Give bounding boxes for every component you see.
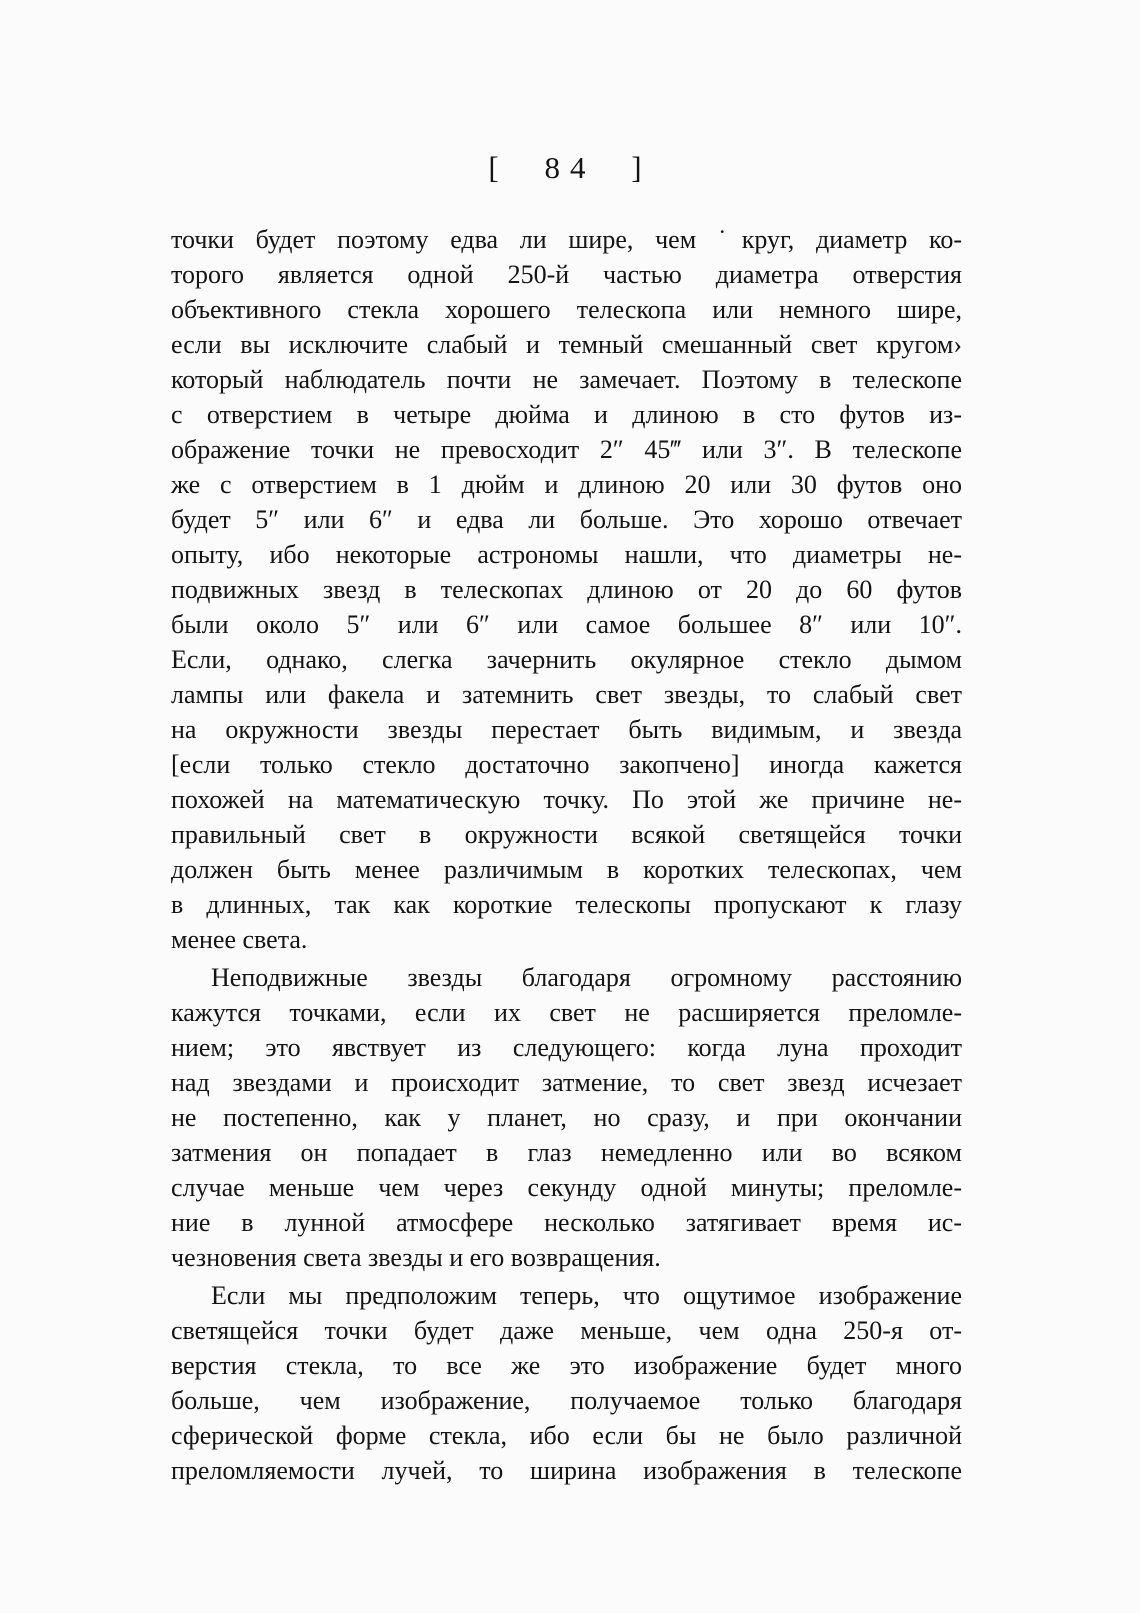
page-number: [ 84 ] (488, 150, 652, 185)
text-line: же с отверстием в 1 дюйм и длиною 20 или 30 футов оно (171, 470, 962, 499)
text-line: Если мы предположим теперь, что ощутимое изображение (211, 1281, 962, 1310)
text-line: кажутся точками, если их свет не расширяется преломле- (171, 998, 962, 1027)
text-line: подвижных звезд в телескопах длиною от 20 до 60 футов (171, 575, 962, 604)
body-text (171, 222, 962, 1488)
text-line: объективного стекла хорошего телескопа или немного шире, (171, 295, 962, 324)
text-line: нием; это явствует из следующего: когда луна проходит (171, 1033, 962, 1062)
text-line: если вы исключите слабый и темный смешанный свет кругом› (171, 330, 962, 359)
text-line: на окружности звезды перестает быть видимым, и звезда (171, 715, 962, 744)
text-line: больше, чем изображение, получаемое только благодаря (171, 1386, 962, 1415)
text-line: случае меньше чем через секунду одной минуты; преломле- (171, 1173, 962, 1202)
text-line: в длинных, так как короткие телескопы пропускают к глазу (171, 890, 962, 919)
text-line: сферической форме стекла, ибо если бы не было различной (171, 1421, 962, 1450)
text-line: не постепенно, как у планет, но сразу, и при окончании (171, 1103, 962, 1132)
text-line: Если, однако, слегка зачернить окулярное стекло дымом (171, 645, 962, 674)
text-line: правильный свет в окружности всякой светящейся точки (171, 820, 962, 849)
text-line: верстия стекла, то все же это изображение будет много (171, 1351, 962, 1380)
text-line: затмения он попадает в глаз немедленно или во всяком (171, 1138, 962, 1167)
text-line: точки будет поэтому едва ли шире, чем ˙круг, диаметр ко- (171, 225, 962, 254)
paragraph (171, 1278, 962, 1488)
text-line: похожей на математическую точку. По этой же причине не- (171, 785, 962, 814)
text-line: торого является одной 250-й частью диаметра отверстия (171, 260, 962, 289)
text-line: Неподвижные звезды благодаря огромному расстоянию (211, 963, 962, 992)
text-line: чезновения света звезды и его возвращения. (171, 1243, 661, 1272)
text-line: над звездами и происходит затмение, то свет звезд исчезает (171, 1068, 962, 1097)
text-line: ние в лунной атмосфере несколько затягивает время ис- (171, 1208, 962, 1237)
text-line: были около 5″ или 6″ или самое большее 8″ или 10″. (171, 610, 962, 639)
text-line: преломляемости лучей, то ширина изображения в телескопе (171, 1456, 962, 1485)
paragraph (171, 222, 962, 957)
text-line: ображение точки не превосходит 2″ 45‴ или 3″. В телескопе (171, 435, 962, 464)
text-line: опыту, ибо некоторые астрономы нашли, что диаметры не- (171, 540, 962, 569)
text-line: [если только стекло достаточно закопчено] иногда кажется (171, 750, 962, 779)
text-line: с отверстием в четыре дюйма и длиною в сто футов из- (171, 400, 962, 429)
text-line: менее света. (171, 925, 308, 954)
text-line: лампы или факела и затемнить свет звезды, то слабый свет (171, 680, 962, 709)
text-line: светящейся точки будет даже меньше, чем одна 250-я от- (171, 1316, 962, 1345)
text-line: должен быть менее различимым в коротких телескопах, чем (171, 855, 962, 884)
text-line: который наблюдатель почти не замечает. Поэтому в телескопе (171, 365, 962, 394)
text-line: будет 5″ или 6″ и едва ли больше. Это хорошо отвечает (171, 505, 962, 534)
paragraph (171, 960, 962, 1275)
